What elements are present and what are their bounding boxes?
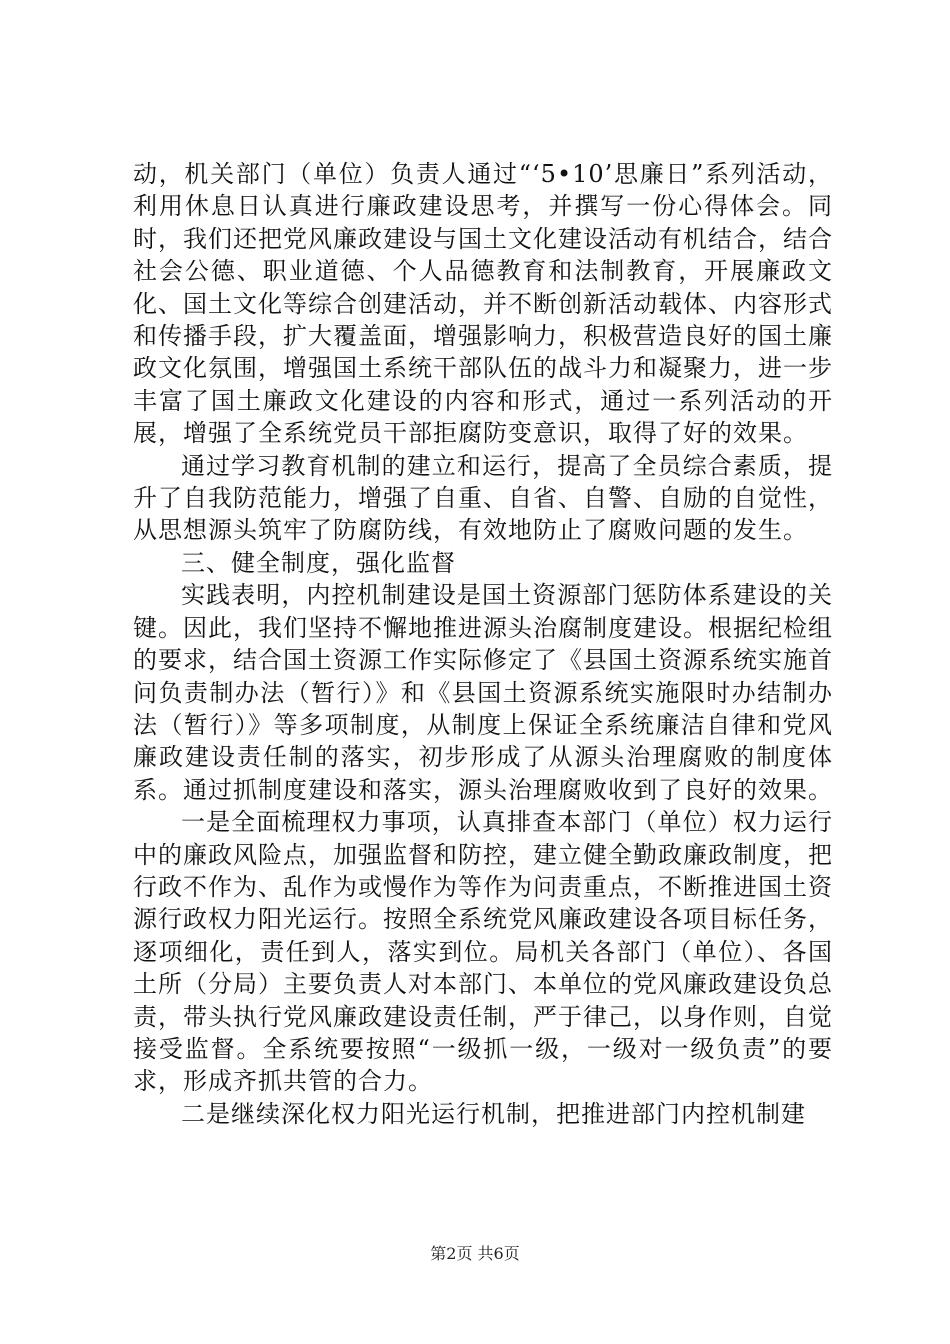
paragraph-internal-control: 实践表明，内控机制建设是国土资源部门惩防体系建设的关键。因此，我们坚持不懈地推进源头治腐制度建设。根据纪检组的要求，结合国土资源工作实际修定了《县国土资源系统实施首问负责制办法（暂行）》和《县国土资源系统实施限时办结制办法（暂行）》等多项制度，从制度上保证全系统廉洁自律和党风廉政建设责任制的落实，初步形成了从源头治理腐败的制度体系。通过抓制度建设和落实，源头治理腐败收到了良好的效果。: [133, 581, 833, 804]
paragraph-learning-mechanism: 通过学习教育机制的建立和运行，提高了全员综合素质，提升了自我防范能力，增强了自重、自省、自警、自励的自觉性，从思想源头筑牢了防腐防线，有效地防止了腐败问题的发生。: [133, 451, 833, 545]
paragraph-point-one: 一是全面梳理权力事项，认真排查本部门（单位）权力运行中的廉政风险点，加强监督和防控，建立健全勤政廉政制度，把行政不作为、乱作为或慢作为等作为问责重点，不断推进国土资源行政权力阳光运行。按照全系统党风廉政建设各项目标任务，逐项细化，责任到人，落实到位。局机关各部门（单位）、各国土所（分局）主要负责人对本部门、本单位的党风廉政建设负总责，带头执行党风廉政建设责任制，严于律己，以身作则，自觉接受监督。全系统要按照“一级抓一级，一级对一级负责”的要求，形成齐抓共管的合力。: [133, 808, 833, 1096]
paragraph-point-two: 二是继续深化权力阳光运行机制，把推进部门内控机制建: [181, 1099, 806, 1128]
section-heading: 三、健全制度，强化监督: [181, 548, 456, 577]
document-body: [133, 158, 833, 1130]
page-number-footer: 第2页 共6页: [430, 1244, 520, 1263]
paragraph-continued: 动，机关部门（单位）负责人通过“‘5•10’思廉日”系列活动，利用休息日认真进行廉政建设思考，并撰写一份心得体会。同时，我们还把党风廉政建设与国土文化建设活动有机结合，结合社会公德、职业道德、个人品德教育和法制教育，开展廉政文化、国土文化等综合创建活动，并不断创新活动载体、内容形式和传播手段，扩大覆盖面，增强影响力，积极营造良好的国土廉政文化氛围，增强国土系统干部队伍的战斗力和凝聚力，进一步丰富了国土廉政文化建设的内容和形式，通过一系列活动的开展，增强了全系统党员干部拒腐防变意识，取得了好的效果。: [133, 160, 833, 448]
